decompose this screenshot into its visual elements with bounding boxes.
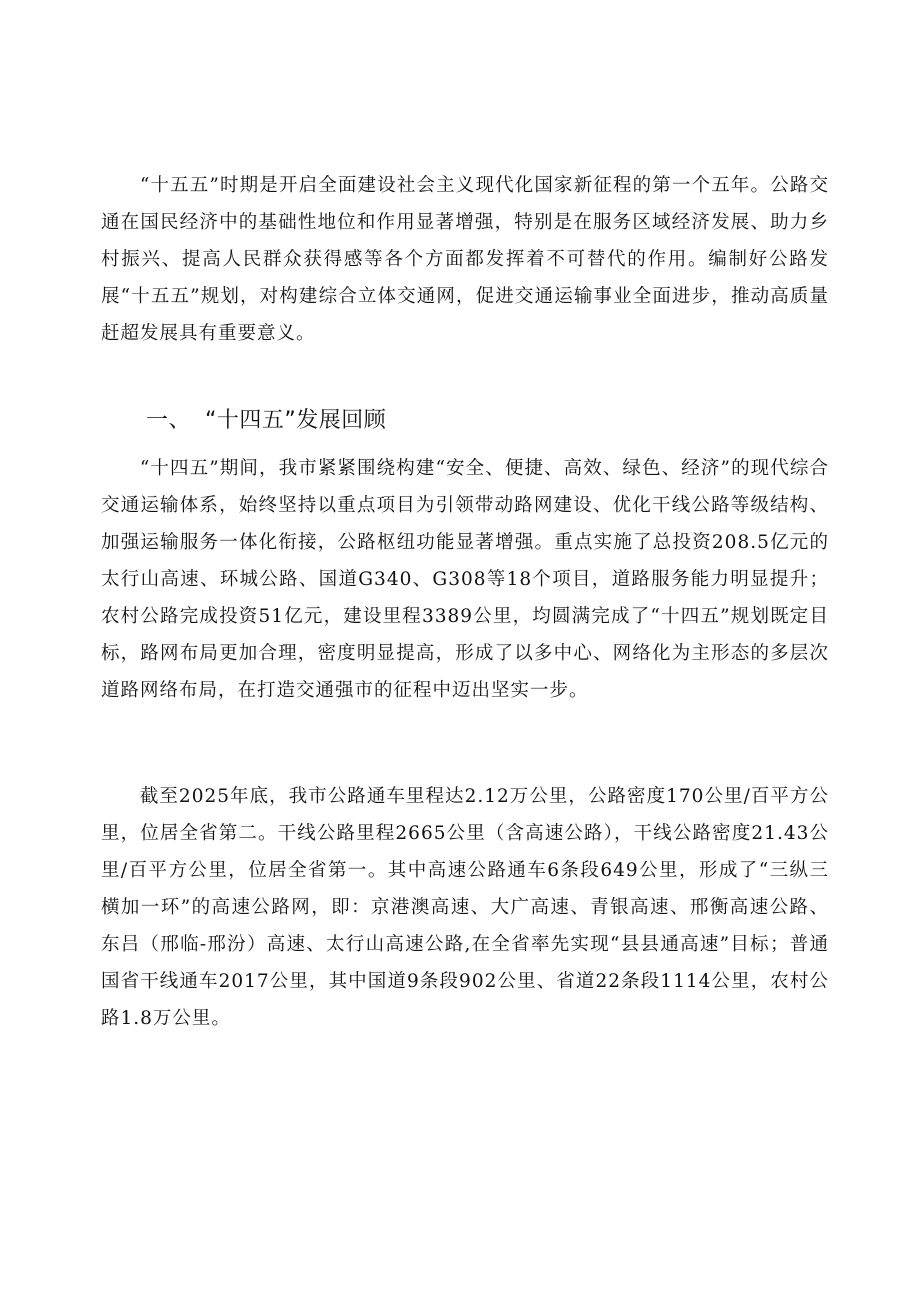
- statistics-paragraph: 截至2025年底，我市公路通车里程达2.12万公里，公路密度170公里/百平方公里，位居全省第二。干线公路里程2665公里（含高速公路），干线公路密度21.43公里/百平方公里，位居全省第一。其中高速公路通车6条段649公里，形成了“三纵三横加一环”的高速公路网，即：京港澳高速、大广高速、青银高速、邢衡高速公路、东吕（邢临-邢汾）高速、太行山高速公路,在全省率先实现“县县通高速”目标；普通国省干线通车2017公里，其中国道9条段902公里、省道22条段1114公里，农村公路1.8万公里。: [101, 786, 829, 1029]
- review-paragraph: “十四五”期间，我市紧紧围绕构建“安全、便捷、高效、绿色、经济”的现代综合交通运输体系，始终坚持以重点项目为引领带动路网建设、优化干线公路等级结构、加强运输服务一体化衔接，公路枢纽功能显著增强。重点实施了总投资208.5亿元的太行山高速、环城公路、国道G340、G308等18个项目，道路服务能力明显提升；农村公路完成投资51亿元，建设里程3389公里，均圆满完成了“十四五”规划既定目标，路网布局更加合理，密度明显提高，形成了以多中心、网络化为主形态的多层次道路网络布局，在打造交通强市的征程中迈出坚实一步。: [101, 458, 829, 701]
- intro-paragraph: “十五五”时期是开启全面建设社会主义现代化国家新征程的第一个五年。公路交通在国民经济中的基础性地位和作用显著增强，特别是在服务区域经济发展、助力乡村振兴、提高人民群众获得感等各个方面都发挥着不可替代的作用。编制好公路发展“十五五”规划，对构建综合立体交通网，促进交通运输事业全面进步，推动高质量赶超发展具有重要意义。: [101, 175, 829, 344]
- section-number: 一、: [146, 408, 192, 433]
- section-heading: [146, 401, 386, 441]
- section-title: “十四五”发展回顾: [205, 408, 387, 433]
